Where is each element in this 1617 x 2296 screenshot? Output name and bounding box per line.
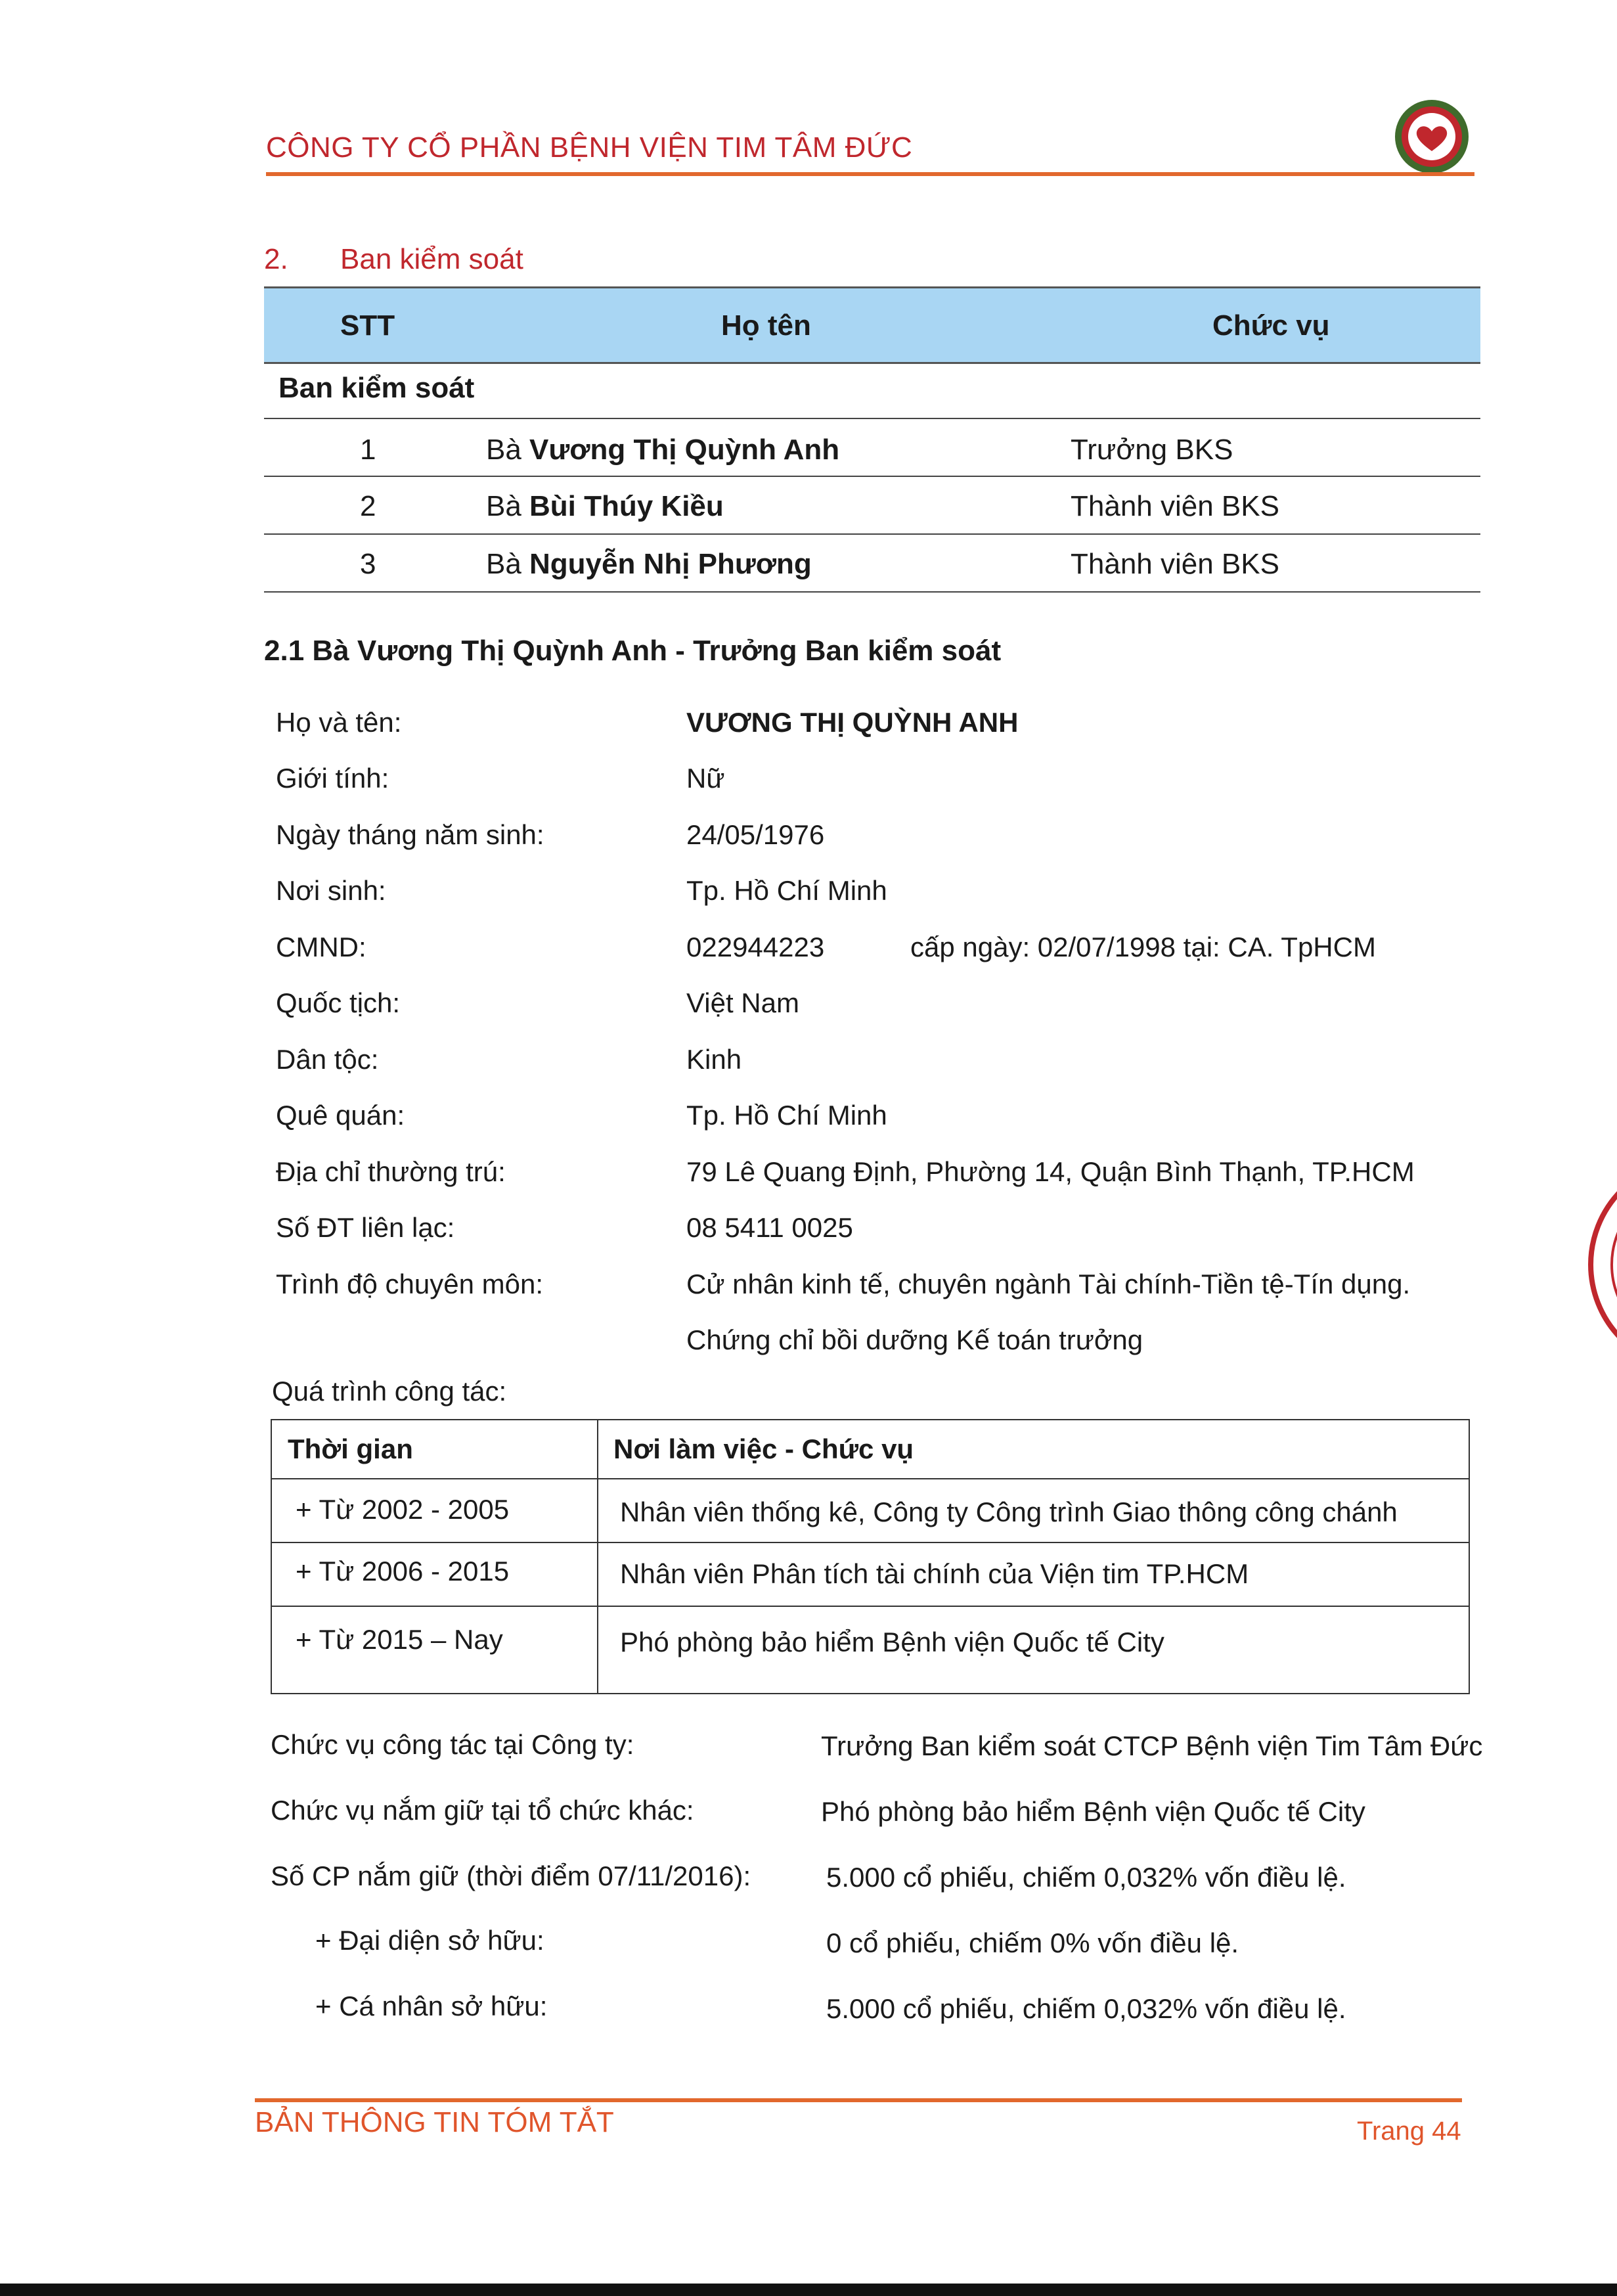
section-number: 2. [264, 243, 288, 275]
profile-label: Dân tộc: [276, 1044, 379, 1075]
profile-label: Họ và tên: [276, 707, 402, 738]
table-row-prefix: Bà [486, 548, 521, 580]
table-row-detail: Nhân viên Phân tích tài chính của Viện tim TP.HCM [620, 1558, 1249, 1589]
table-row-detail: Nhân viên thống kê, Công ty Công trình Giao thông công chánh [620, 1497, 1398, 1527]
divider [264, 533, 1480, 535]
profile-label: Địa chỉ thường trú: [276, 1156, 506, 1187]
profile-label: Số ĐT liên lạc: [276, 1212, 455, 1243]
cmnd-issue: cấp ngày: 02/07/1998 tại: CA. TpHCM [910, 932, 1376, 962]
table-row-name: Vương Thị Quỳnh Anh [529, 434, 840, 466]
red-seal-stamp-icon [1584, 1156, 1617, 1373]
table-row-name: Nguyễn Nhị Phương [529, 548, 812, 580]
page-number: Trang 44 [1357, 2117, 1461, 2146]
profile-label: Trình độ chuyên môn: [276, 1269, 543, 1299]
table-row-period: + Từ 2006 - 2015 [296, 1556, 510, 1587]
table-row-name: Bùi Thúy Kiều [529, 490, 724, 522]
company-name: CÔNG TY CỔ PHẦN BỆNH VIỆN TIM TÂM ĐỨC [266, 131, 913, 164]
position-label: Chức vụ công tác tại Công ty: [271, 1729, 634, 1760]
profile-label: Quê quán: [276, 1100, 405, 1131]
profile-value: Tp. Hồ Chí Minh [686, 1100, 887, 1131]
profile-value: 79 Lê Quang Định, Phường 14, Quận Bình Thạnh, TP.HCM [686, 1156, 1415, 1187]
profile-value: Cử nhân kinh tế, chuyên ngành Tài chính-Tiền tệ-Tín dụng. [686, 1269, 1411, 1299]
footer-rule [255, 2098, 1462, 2102]
scan-edge-bar [0, 2284, 1617, 2296]
work-header-detail: Nơi làm việc - Chức vụ [613, 1433, 914, 1464]
footer-document-title: BẢN THÔNG TIN TÓM TẮT [255, 2106, 614, 2138]
header-role: Chức vụ [1212, 309, 1330, 342]
table-row-stt: 2 [360, 490, 376, 522]
table-row-role: Thành viên BKS [1071, 548, 1279, 580]
profile-value: VƯƠNG THỊ QUỲNH ANH [686, 707, 1019, 738]
divider [264, 476, 1480, 477]
bks-group-label: Ban kiểm soát [278, 372, 475, 404]
profile-label: CMND: [276, 932, 366, 962]
position-value: 0 cổ phiếu, chiếm 0% vốn điều lệ. [826, 1927, 1239, 1958]
table-row-role: Trưởng BKS [1071, 434, 1233, 466]
profile-value: Việt Nam [686, 987, 799, 1018]
profile-value: Tp. Hồ Chí Minh [686, 875, 887, 906]
subsection-title: 2.1 Bà Vương Thị Quỳnh Anh - Trưởng Ban kiểm soát [264, 635, 1002, 667]
position-label: + Đại diện sở hữu: [315, 1925, 544, 1956]
position-value: Phó phòng bảo hiểm Bệnh viện Quốc tế City [821, 1796, 1365, 1827]
profile-label: Nơi sinh: [276, 875, 386, 906]
profile-value: 08 5411 0025 [686, 1212, 853, 1243]
row-divider [272, 1606, 1469, 1607]
profile-value: 24/05/1976 [686, 819, 825, 850]
position-value: 5.000 cổ phiếu, chiếm 0,032% vốn điều lệ. [826, 1862, 1346, 1893]
row-divider [272, 1478, 1469, 1479]
position-value: 5.000 cổ phiếu, chiếm 0,032% vốn điều lệ. [826, 1993, 1346, 2024]
position-value: Trưởng Ban kiểm soát CTCP Bệnh viện Tim Tâm Đức [821, 1730, 1483, 1761]
profile-label: Quốc tịch: [276, 987, 401, 1018]
table-row-prefix: Bà [486, 434, 521, 466]
qualification-extra: Chứng chỉ bồi dưỡng Kế toán trưởng [686, 1324, 1143, 1355]
divider [264, 418, 1480, 419]
profile-value: 022944223 [686, 932, 825, 962]
section-title: Ban kiểm soát [340, 243, 523, 275]
column-divider [597, 1420, 598, 1693]
table-row-period: + Từ 2015 – Nay [296, 1624, 503, 1655]
header-name: Họ tên [721, 309, 811, 342]
profile-value: Nữ [686, 763, 725, 794]
work-header-period: Thời gian [288, 1433, 413, 1464]
table-row-detail: Phó phòng bảo hiểm Bệnh viện Quốc tế City [620, 1627, 1164, 1657]
header-stt: STT [340, 309, 395, 342]
position-label: Số CP nắm giữ (thời điểm 07/11/2016): [271, 1860, 751, 1891]
row-divider [272, 1542, 1469, 1543]
profile-label: Ngày tháng năm sinh: [276, 819, 544, 850]
table-row-stt: 1 [360, 434, 376, 466]
work-history-table [271, 1419, 1470, 1694]
table-row-period: + Từ 2002 - 2005 [296, 1494, 510, 1525]
profile-label: Giới tính: [276, 763, 389, 794]
table-row-prefix: Bà [486, 490, 521, 522]
divider [264, 591, 1480, 593]
bks-table-header [264, 286, 1480, 364]
table-row-stt: 3 [360, 548, 376, 580]
profile-value: Kinh [686, 1044, 742, 1075]
heart-logo-icon [1392, 97, 1471, 176]
position-label: + Cá nhân sở hữu: [315, 1991, 548, 2021]
header-rule [266, 172, 1474, 176]
position-label: Chức vụ nắm giữ tại tổ chức khác: [271, 1795, 694, 1826]
work-history-label: Quá trình công tác: [272, 1376, 507, 1407]
table-row-role: Thành viên BKS [1071, 490, 1279, 522]
